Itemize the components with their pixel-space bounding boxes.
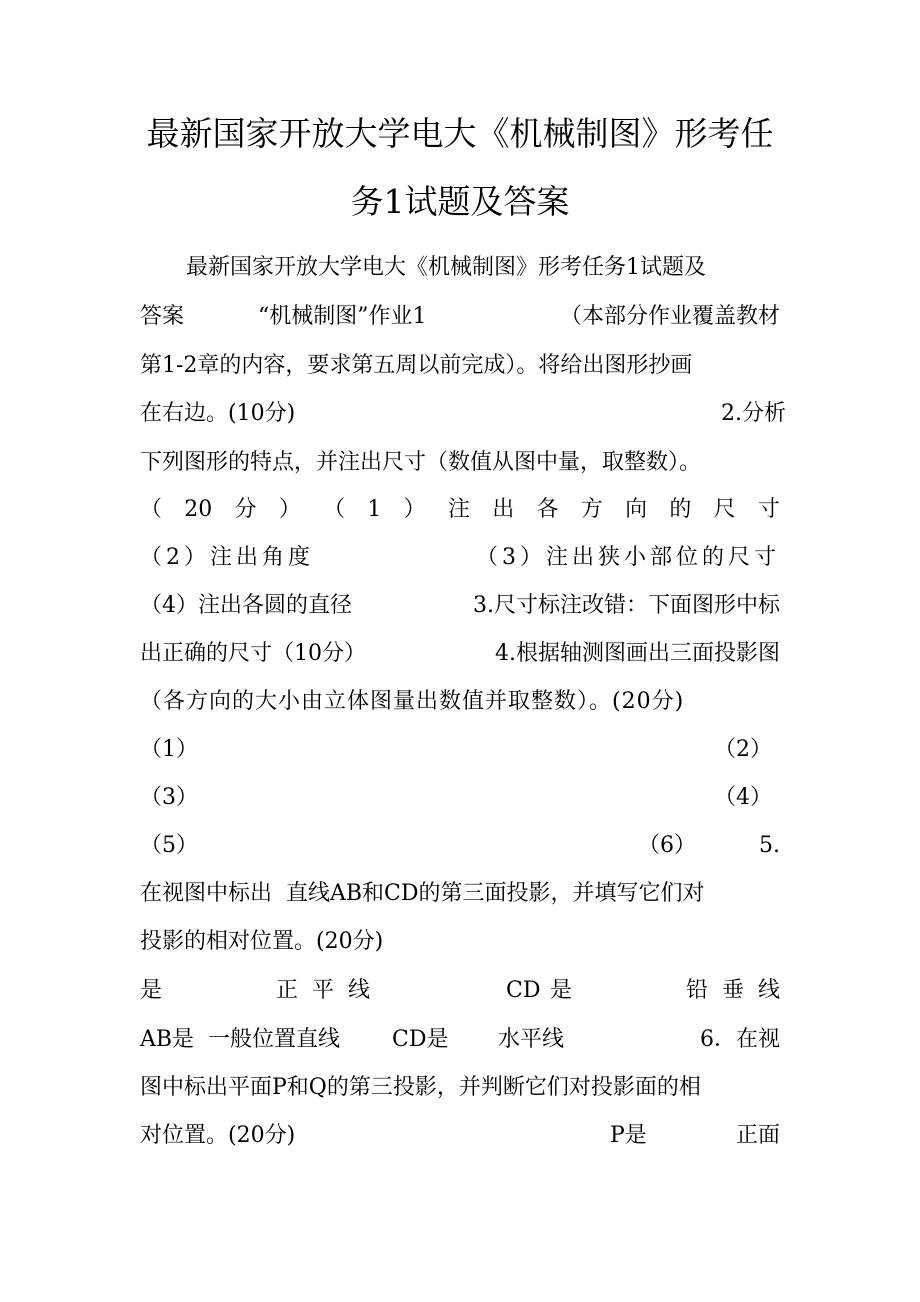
body-text: 出正确的尺寸（10分） — [140, 641, 366, 666]
body-char: （ — [323, 497, 346, 522]
body-char: CD — [506, 978, 541, 1003]
body-char: 垂 — [722, 978, 745, 1003]
body-line-12 — [140, 782, 780, 814]
body-line-14 — [140, 878, 780, 910]
body-line-11 — [140, 734, 780, 766]
body-text: “机械制图”作业1 — [258, 304, 427, 329]
body-text: （5） — [140, 833, 198, 858]
body-text: 对位置。(20分) — [140, 1123, 296, 1148]
body-text: 正面 — [735, 1123, 780, 1148]
body-char: 寸 — [757, 497, 780, 522]
body-char: 各 — [536, 497, 559, 522]
body-text: 最新国家开放大学电大《机械制图》形考任务1试题及 — [186, 255, 706, 280]
body-text: 3.尺寸标注改错：下面图形中标 — [473, 593, 780, 618]
body-text: 在视图中标出 直线AB和CD的第三面投影，并填写它们对 — [140, 881, 705, 906]
body-char: 方 — [580, 497, 603, 522]
body-char: 线 — [348, 978, 371, 1003]
body-text: 水平线 — [498, 1027, 565, 1052]
body-text: （1） — [140, 737, 198, 762]
body-text: （各方向的大小由立体图量出数值并取整数）。(20分) — [140, 689, 685, 714]
body-char: 分 — [234, 497, 257, 522]
body-char: 铅 — [686, 978, 709, 1003]
body-text: 2.分析 — [721, 401, 786, 426]
body-line-18 — [140, 1072, 780, 1104]
document-title-line-2: 务1试题及答案 — [350, 182, 570, 221]
body-char: 线 — [758, 978, 781, 1003]
body-char: 出 — [492, 497, 515, 522]
body-char: 的 — [669, 497, 692, 522]
body-char: 是 — [140, 978, 163, 1003]
body-char: 是 — [550, 978, 573, 1003]
body-text: P是 — [610, 1123, 647, 1148]
body-text: （6） — [638, 833, 696, 858]
body-text: 下列图形的特点，并注出尺寸（数值从图中量，取整数）。 — [140, 450, 702, 475]
body-char: （ — [140, 497, 163, 522]
body-line-10 — [140, 686, 780, 718]
body-char: 平 — [312, 978, 335, 1003]
body-char: 1 — [367, 497, 382, 522]
body-line-13 — [140, 830, 780, 862]
body-text: 答案 — [140, 304, 185, 329]
body-line-5 — [140, 447, 780, 479]
body-text: （2） — [714, 737, 772, 762]
body-text: 6．在视 — [700, 1027, 780, 1052]
body-text: （4）注出各圆的直径 — [140, 593, 352, 618]
body-char: ） — [403, 497, 426, 522]
body-text: AB是 一般位置直线 — [140, 1027, 341, 1052]
body-line-8 — [140, 590, 780, 622]
body-line-1 — [140, 252, 780, 284]
body-text: CD是 — [392, 1027, 449, 1052]
body-char: 注 — [447, 497, 470, 522]
body-line-4 — [140, 398, 786, 430]
body-text: （3） — [140, 785, 198, 810]
body-text: （2）注出角度 — [140, 545, 314, 570]
body-text: （3）注出狭小部位的尺寸 — [476, 545, 780, 570]
body-text: （4） — [714, 785, 772, 810]
body-line-9 — [140, 638, 780, 670]
body-text: 第1-2章的内容，要求第五周以前完成）。将给出图形抄画 — [140, 353, 693, 378]
body-text: 5. — [759, 833, 780, 858]
body-text: 在右边。(10分) — [140, 401, 296, 426]
body-line-3 — [140, 350, 780, 382]
body-text: （本部分作业覆盖教材 — [559, 304, 780, 329]
body-line-17 — [140, 1024, 780, 1056]
body-char: 20 — [184, 497, 213, 522]
body-line-6 — [140, 494, 780, 526]
body-char: ） — [278, 497, 301, 522]
body-char: 尺 — [713, 497, 736, 522]
body-line-2 — [140, 301, 780, 333]
body-text: 图中标出平面P和Q的第三投影，并判断它们对投影面的相 — [140, 1075, 701, 1100]
body-line-15 — [140, 926, 780, 958]
body-char: 向 — [625, 497, 648, 522]
body-text: 4.根据轴测图画出三面投影图 — [495, 641, 780, 666]
body-line-7 — [140, 542, 780, 574]
body-text: 投影的相对位置。(20分) — [140, 929, 384, 954]
body-char: 正 — [276, 978, 299, 1003]
body-line-19 — [140, 1120, 780, 1152]
document-title-line-1: 最新国家开放大学电大《机械制图》形考任 — [146, 114, 774, 153]
body-line-16 — [140, 975, 780, 1007]
